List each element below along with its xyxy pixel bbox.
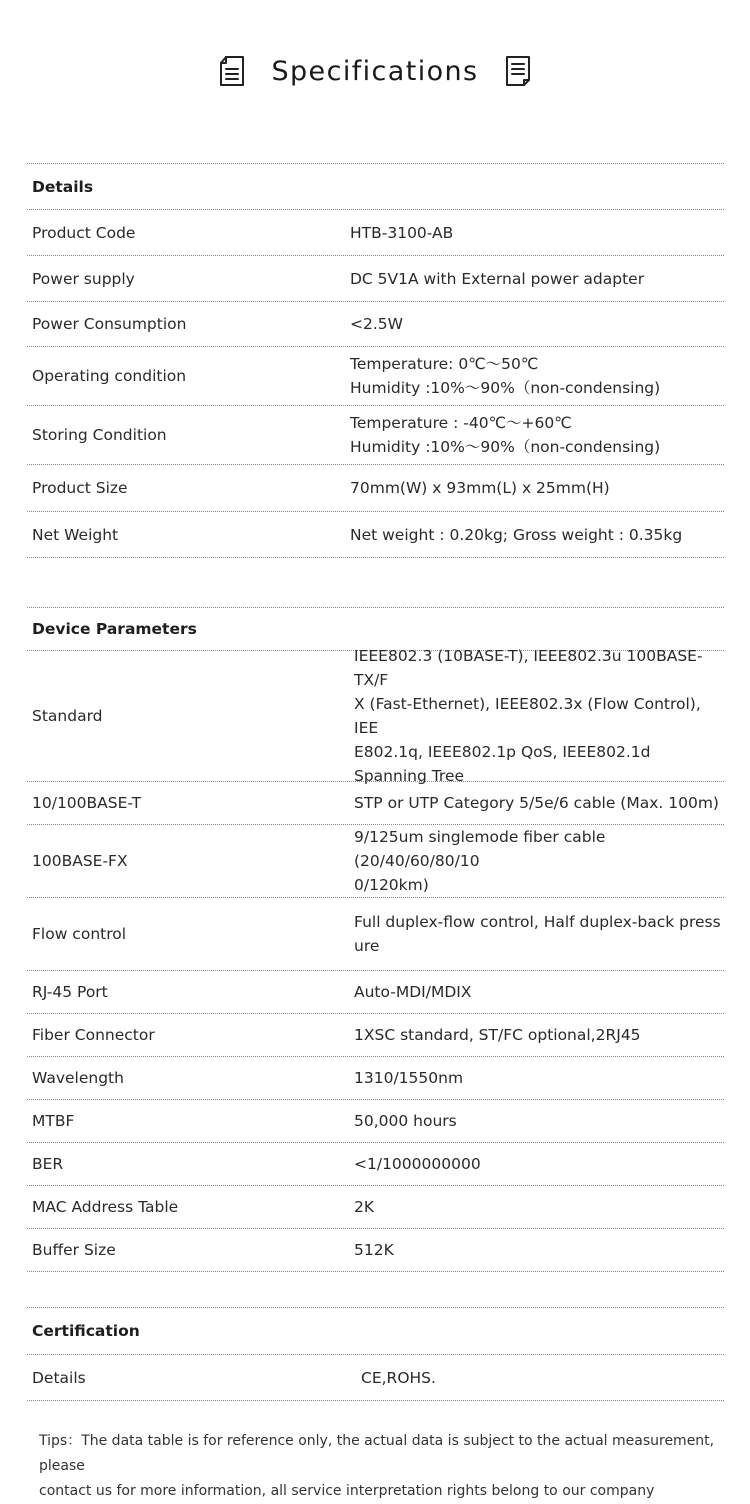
table-row (27, 1014, 724, 1057)
row-label: MAC Address Table (32, 1198, 179, 1216)
row-label: Standard (32, 707, 103, 725)
section-heading: Certification (32, 1322, 140, 1340)
table-row (27, 465, 724, 512)
section-header-row (27, 1307, 724, 1355)
document-icon (217, 54, 247, 88)
row-value: Temperature: 0℃～50℃ Humidity :10%～90%（non-condensing) (350, 355, 661, 397)
details-table (27, 163, 724, 558)
table-row (27, 647, 724, 785)
row-value: Full duplex-flow control, Half duplex-back press ure (354, 913, 721, 955)
row-label: MTBF (32, 1112, 75, 1130)
row-label: Power supply (32, 269, 135, 288)
row-value: 9/125um singlemode fiber cable (20/40/60/80/10 0/120km) (354, 828, 606, 894)
table-row (27, 825, 724, 898)
section-heading: Device Parameters (32, 620, 197, 638)
row-label: Product Code (32, 223, 136, 242)
row-value: Auto-MDI/MDIX (354, 983, 472, 1001)
row-label: 100BASE-FX (32, 852, 128, 870)
row-value: 2K (354, 1198, 375, 1216)
row-value: IEEE802.3 (10BASE-T), IEEE802.3u 100BASE-TX/F X (Fast-Ethernet), IEEE802.3x (Flow Control), IEE E802.1q, IEEE802.1p QoS, IEEE802.1d Spanning Tree (354, 647, 703, 785)
row-value: STP or UTP Category 5/5e/6 cable (Max. 100m) (354, 794, 719, 812)
row-value: Temperature : -40℃～+60℃ Humidity :10%～90%（non-condensing) (350, 414, 661, 456)
table-row (27, 406, 724, 465)
table-row (27, 347, 724, 406)
row-label: Buffer Size (32, 1241, 116, 1259)
certification-table (27, 1307, 724, 1401)
table-row (27, 1355, 724, 1401)
row-value: Net weight : 0.20kg; Gross weight : 0.35kg (350, 525, 683, 544)
row-value: 512K (354, 1241, 394, 1259)
row-label: BER (32, 1155, 64, 1173)
page-header (0, 48, 750, 94)
table-row (27, 1186, 724, 1229)
document-icon (503, 54, 533, 88)
row-label: Flow control (32, 925, 127, 943)
row-value: <2.5W (350, 315, 403, 333)
tips-note: Tips：The data table is for reference only, the actual data is subject to the actual measurement, please contact us for more information, all service interpretation rights belong to our company (39, 1433, 715, 1499)
row-value: 1310/1550nm (354, 1069, 464, 1087)
table-row (27, 1229, 724, 1272)
row-value: DC 5V1A with External power adapter (350, 269, 645, 288)
row-value: 50,000 hours (354, 1112, 457, 1130)
row-label: RJ-45 Port (32, 983, 108, 1001)
row-label: Fiber Connector (32, 1026, 155, 1044)
section-heading: Details (32, 177, 94, 196)
row-value: <1/1000000000 (354, 1155, 481, 1173)
table-row (27, 782, 724, 825)
row-label: Storing Condition (32, 426, 167, 444)
table-row (27, 210, 724, 256)
row-value: CE,ROHS. (361, 1368, 436, 1387)
table-row (27, 1100, 724, 1143)
device-parameters-table (27, 607, 724, 1272)
table-row (27, 1057, 724, 1100)
row-label: Details (32, 1368, 86, 1387)
row-label: Operating condition (32, 367, 187, 385)
row-label: Product Size (32, 479, 128, 497)
section-header-row (27, 163, 724, 210)
row-label: Net Weight (32, 525, 119, 544)
row-value: HTB-3100-AB (350, 223, 454, 242)
row-label: Power Consumption (32, 315, 187, 333)
row-value: 70mm(W) x 93mm(L) x 25mm(H) (350, 479, 610, 497)
table-row (27, 1143, 724, 1186)
table-row (27, 898, 724, 971)
row-label: Wavelength (32, 1069, 124, 1087)
table-row (27, 302, 724, 347)
table-row (27, 512, 724, 558)
table-row (27, 256, 724, 302)
row-value: 1XSC standard, ST/FC optional,2RJ45 (354, 1026, 641, 1044)
page-title: Specifications (271, 55, 479, 87)
row-label: 10/100BASE-T (32, 794, 142, 812)
table-row (27, 971, 724, 1014)
